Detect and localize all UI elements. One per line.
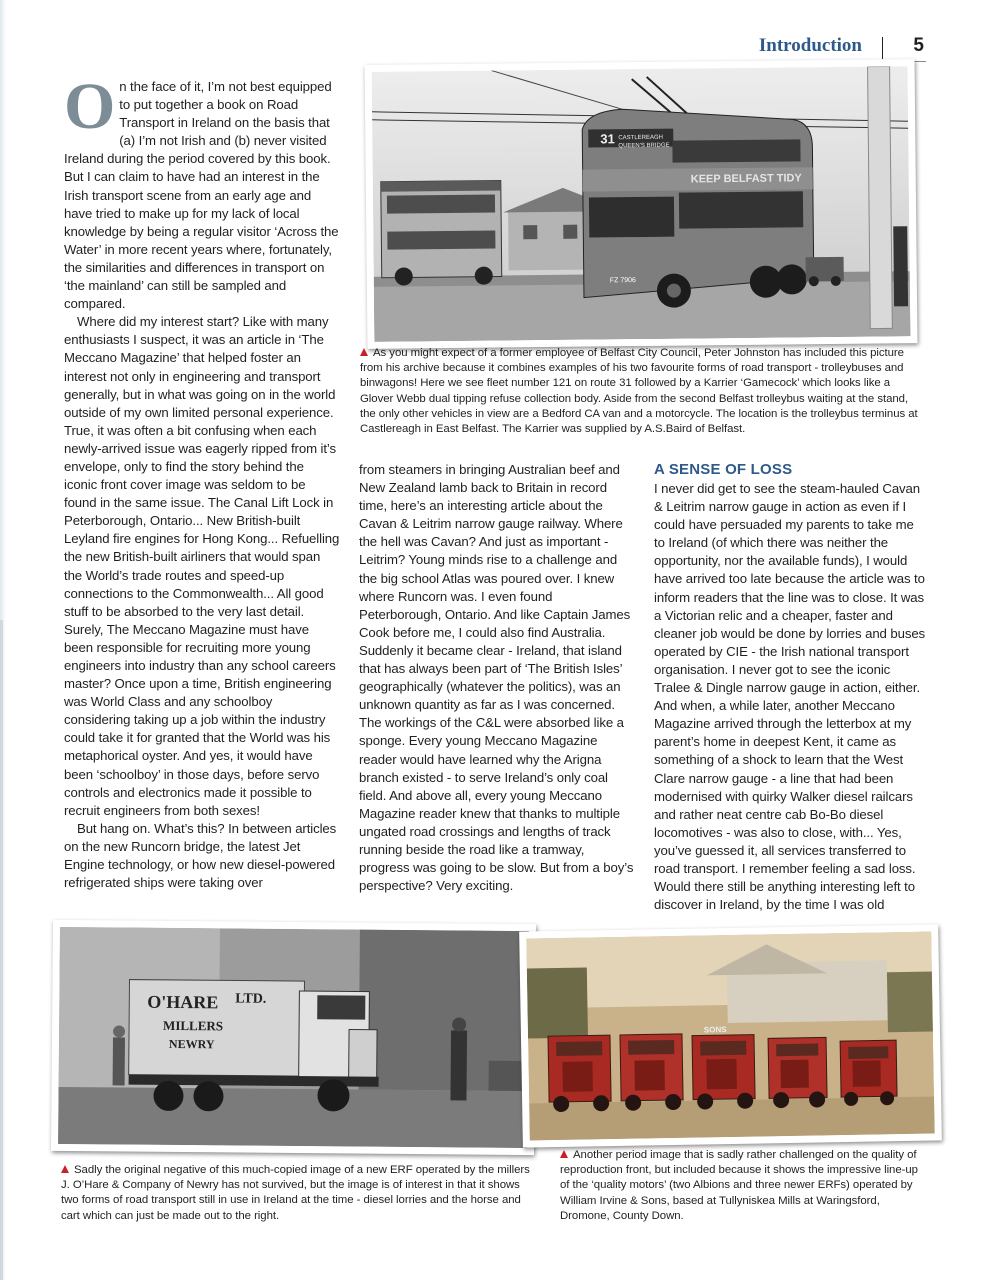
text-column-2 — [359, 461, 634, 895]
paragraph-3: But hang on. What’s this? In between articles on the new Runcorn bridge, the latest Jet Engine technology, or how new diesel-powered refrigerated ships were taking over — [64, 820, 337, 891]
photo-irvine-lorries — [519, 924, 942, 1147]
lorry-2 — [620, 1034, 683, 1111]
lorry-ltd: LTD. — [235, 991, 267, 1007]
drop-cap: O — [64, 70, 116, 143]
caption-arrow-icon — [360, 348, 368, 356]
paragraph-2: Where did my interest start? Like with many enthusiasts I suspect, it was an article in ‘The Meccano Magazine’ that helped foster an interest not only in engineering and transport generally, but in what was going on in the world outside of my own limited personal experience. True, it was often a bit confusing when each newly-arrived issue was eagerly ripped from it’s envelope, only to find the story behind the iconic front cover image was seldom to be found in the same issue. The Canal Lift Lock in Peterborough, Ontario... New British-built Leyland fire engines for Hong Kong... Refuelling the new British-built airliners that would span the World’s trade routes and speed-up connections to the Commonwealth... All good stuff to be absorbed to the very last detail. Surely, The Meccano Magazine must have been responsible for recruiting more young engineers into industry than any school careers master? Once upon a time, British engineering was World Class and any schoolboy considering taking up a job within the industry could take it for granted that the World was his metaphorical oyster. And yes, it would have been ‘schoolboy’ in those days, before servo controls and electronics made it possible to recruit engineers from both sexes! — [64, 314, 340, 818]
section-heading: A SENSE OF LOSS — [654, 461, 793, 478]
paragraph-1: n the face of it, I’m not best equipped to put together a book on Road Transport in Ireland on the basis that (a) I’m not Irish and (b) never visited Ireland during the period covered by this book. But I can claim to have had an interest in the Irish transport scene from an early age and have tried to make up for my lack of local knowledge by being a regular visitor ‘Across the Water’ in more recent years where, fortunately, the similarities and differences in transport on ‘the mainland’ can still be sampled and compared. — [64, 79, 339, 312]
paragraph-col3: I never did get to see the steam-hauled Cavan & Leitrim narrow gauge in action as even if I could have persuaded my parents to take me to Ireland (of which there was neither the opportunity, nor the available funds), I would have arrived too late because the article was to inform readers that the line was to close. It was a Victorian relic and a cheaper, faster and cleaner job would be done by lorries and buses operated by CIE - the Irish national transport organisation. I never got to see the iconic Tralee & Dingle narrow gauge in action, either. And when, a while later, another Meccano Magazine arrived through the letterbox at my parent’s home in deepest Kent, it came as something of a shock to learn that the West Clare narrow gauge - a line that had been modernised with quirky Walker diesel railcars and rather neat centre cab Bo-Bo diesel locomotives - was also to close, with... Yes, you’ve guessed it, all services transferred to road transport. I remember feeling a sad loss. Would there still be anything interesting left to discover in Ireland, by the time I was old — [654, 481, 926, 913]
page-edge-rule — [0, 620, 3, 1280]
header-divider — [882, 37, 883, 59]
text-column-3 — [654, 461, 926, 914]
lorry-3 — [692, 1025, 755, 1110]
caption-top-text: As you might expect of a former employee of Belfast City Council, Peter Johnston has included this picture from his archive because it combines examples of his two favourite forms of road transport - trolleybuses and binwagons! Here we see fleet number 121 on route 31 followed by a Karrier ‘Gamecock’ which looks like a Glover Webb dual tipping refuse collection body. Aside from the second Belfast trolleybus waiting at the stand, the only other vehicles in view are a Bedford CA van and a motorcycle. The location is the trolleybus terminus at Castlereagh in East Belfast. The Karrier was supplied by A.S.Baird of Belfast. — [360, 347, 918, 436]
bus-destination-2: QUEEN'S BRIDGE — [618, 142, 670, 150]
lorry-5 — [840, 1040, 897, 1106]
lorry-1 — [548, 1035, 611, 1112]
running-header — [0, 35, 992, 59]
ohare-lorry-image — [58, 927, 529, 1148]
caption-bottom-left — [61, 1163, 531, 1224]
bus-route-number: 31 — [600, 131, 615, 147]
lorry-millers: MILLERS — [163, 1017, 224, 1034]
caption-arrow-icon — [560, 1150, 568, 1158]
page-number: 5 — [913, 35, 924, 56]
photo-ohare-lorry — [51, 920, 536, 1155]
photo-trolleybus — [365, 59, 918, 349]
bus-destination-1: CASTLEREAGH — [618, 134, 664, 142]
caption-bottom-right — [560, 1148, 926, 1224]
irvine-lorries-image — [526, 931, 934, 1140]
lorry-name: O'HARE — [147, 991, 219, 1013]
caption-bottom-left-text: Sadly the original negative of this much-copied image of a new ERF operated by the millers J. O’Hare & Company of Newry has not survived, but the image is of interest in that it shows two forms of road transport still in use in Ireland at the time - diesel lorries and the horse and cart which can just be made out to the right. — [61, 1164, 530, 1222]
bus-registration: FZ 7906 — [609, 277, 636, 285]
caption-bottom-right-text: Another period image that is sadly rather challenged on the quality of reproduction front, but included because it shows the impressive line-up of the ‘quality motors’ (two Albions and three newer ERFs) operated by William Irvine & Sons, based at Tullyniskea Mills at Waringsford, Dromone, County Down. — [560, 1149, 918, 1222]
section-title: Introduction — [758, 35, 862, 56]
caption-arrow-icon — [61, 1165, 69, 1173]
bus-advert: KEEP BELFAST TIDY — [690, 172, 802, 186]
lorry-town: NEWRY — [168, 1036, 215, 1052]
caption-top — [360, 346, 926, 437]
text-column-1 — [64, 70, 340, 892]
lorry-4 — [768, 1037, 827, 1108]
paragraph-col2: from steamers in bringing Australian beef and New Zealand lamb back to Britain in record time, here’s an interesting article about the Cavan & Leitrim narrow gauge railway. Where the hell was Cavan? And just as important - Leitrim? Young minds rise to a challenge and the big school Atlas was poured over. I knew where Runcorn was. I even found Peterborough, Ontario. And like Captain James Cook before me, I could also find Australia. Suddenly it became clear - Ireland, that island that has always been part of ‘The British Isles’ geographically (whatever the politics), was an unknown quantity as far as I was concerned. The workings of the C&L were absorbed like a sponge. Every young Meccano Magazine reader would have learned why the Arigna branch existed - to serve Ireland’s only coal field. And above all, every young Meccano Magazine reader knew that thanks to multiple ungated road crossings and lengths of track running beside the road like a tramway, progress was going to be slow. But from a boy’s perspective? Very exciting. — [359, 462, 634, 894]
trolleybus-image — [372, 66, 911, 342]
lorry-sons-label: SONS — [703, 1025, 727, 1035]
